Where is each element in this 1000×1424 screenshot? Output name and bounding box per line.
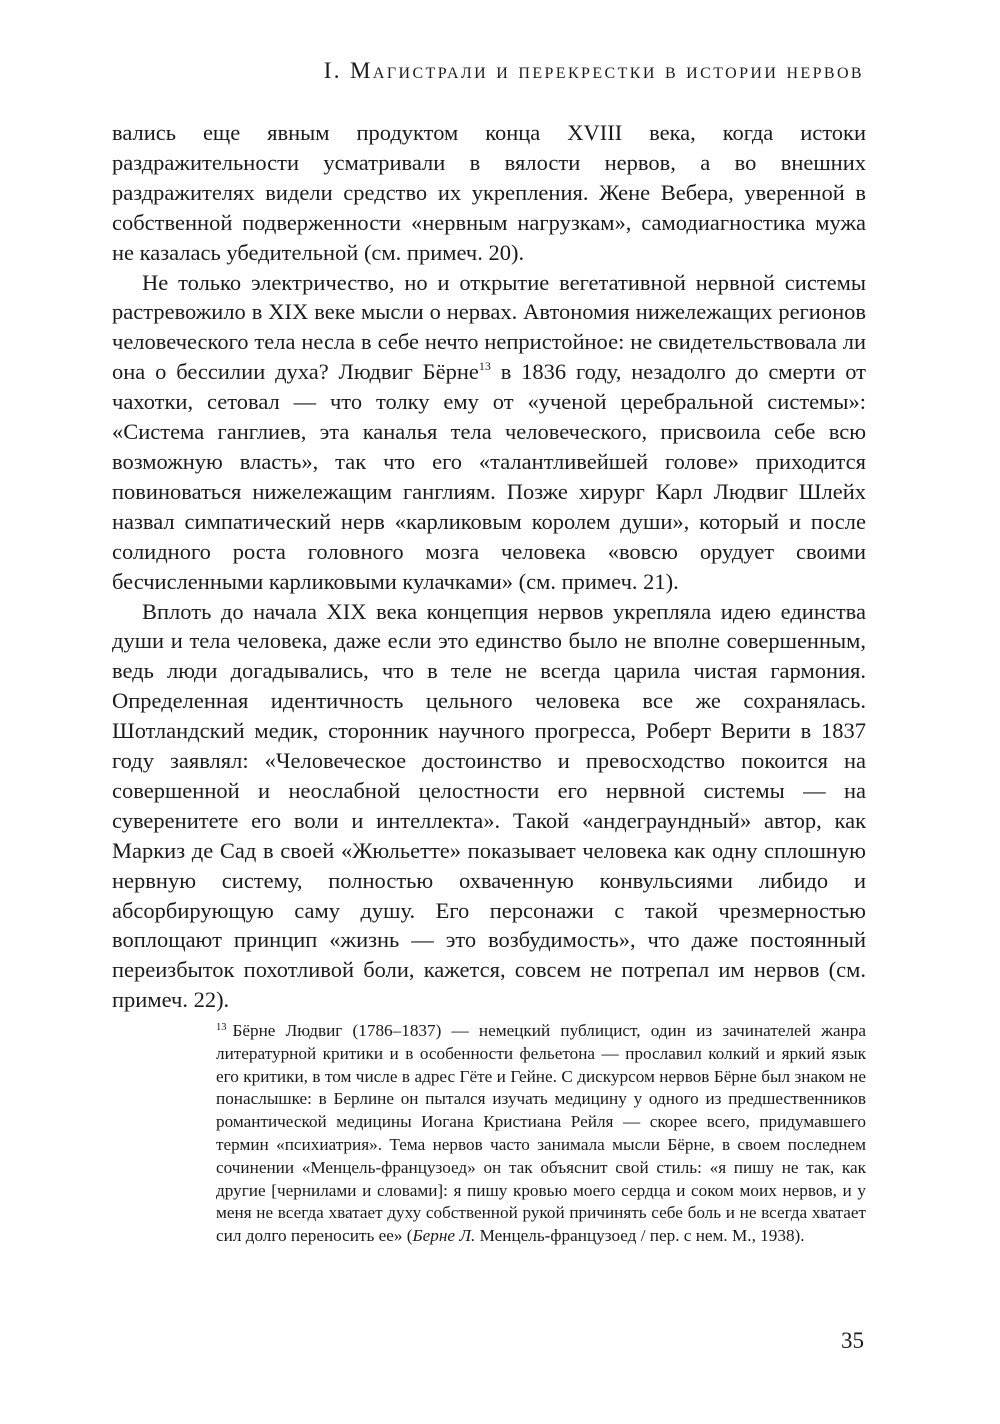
footnote-citation: Менцель-французоед / пер. с нем. М., 1938). <box>475 1226 805 1246</box>
footnote <box>216 1020 866 1248</box>
footnote-text: Бёрне Людвиг (1786–1837) — немецкий публицист, один из зачинателей жанра литературной критики и в особенности фельетона — прославил колкий и яркий язык его критики, в том числе в адрес Гёте и Гейне. С дискурсом нервов Бёрне был знаком не понаслышке: в Берлине он пытался изучать медицину у одного из предшественников романтической медицины Иогана Кристиана Рейля — скорее всего, придумавшего термин «психиатрия». Тема нервов часто занимала мысли Бёрне, в своем последнем сочинении «Менцель-французоед» он так объяснит свой стиль: «я пишу не так, как другие [чернилами и словами]: я пишу кровью моего сердца и соком моих нервов, и у меня не всегда хватает духу собственной рукой причинять себе боль и не всегда хватает сил долго переносить ее» ( <box>216 1021 866 1246</box>
footnote-number: 13 <box>216 1022 227 1033</box>
paragraph-text: Не только электричество, но и открытие вегетативной нервной системы растревожило в XIX веке мысли о нервах. Автономия нижележащих регионов человеческого тела несла в себе нечто непристойное: не свидетельствовала ли она о бессилии духа? Людвиг Бёрне <box>112 269 866 385</box>
paragraph: Вплоть до начала XIX века концепция нервов укрепляла идею единства души и тела человека, даже если это единство было не вполне совершенным, ведь люди догадывались, что в теле не всегда царила чистая гармония. Определенная идентичность цельного человека все же сохранялась. Шотландский медик, сторонник научного прогресса, Роберт Верити в 1837 году заявлял: «Человеческое достоинство и превосходство покоится на совершенной и неослабной целостности его нервной системы — на суверенитете его воли и интеллекта». Такой «андеграундный» автор, как Маркиз де Сад в своей «Жюльетте» показывает человека как одну сплошную нервную систему, полностью охваченную конвульсиями либидо и абсорбирующую саму душу. Его персонажи с такой чрезмерностью воплощают принцип «жизнь — это возбудимость», что даже постоянный переизбыток похотливой боли, кажется, совсем не потрепал им нервов (см. примеч. 22). <box>112 598 866 1013</box>
running-head: I. Магистрали и перекрестки в истории нервов <box>323 58 864 83</box>
main-text <box>112 118 866 1015</box>
paragraph-text: в 1836 году, незадолго до смерти от чахотки, сетовал — что толку ему от «ученой церебральной системы»: «Система ганглиев, эта каналья тела человеческого, присвоила себе всю возможную власть», так что его «талантливейшей голове» приходится повиноваться нижележащим ганглиям. Позже хирург Карл Людвиг Шлейх назвал симпатический нерв «карликовым королем души», который и после солидного роста головного мозга человека «вовсю орудует своими бесчисленными карликовыми кулачками» (см. примеч. 21). <box>112 359 866 594</box>
footnote-citation-author: Берне Л. <box>412 1226 476 1246</box>
paragraph <box>112 268 866 597</box>
paragraph: вались еще явным продуктом конца XVIII века, когда истоки раздражительности усматривали в вялости нервов, а во внешних раздражителях видели средство их укрепления. Жене Вебера, уверенной в собственной подверженности «нервным нагрузкам», самодиагностика мужа не казалась убедительной (см. примеч. 20). <box>112 120 866 265</box>
footnote-reference: 13 <box>478 359 491 374</box>
page-number: 35 <box>841 1328 864 1353</box>
